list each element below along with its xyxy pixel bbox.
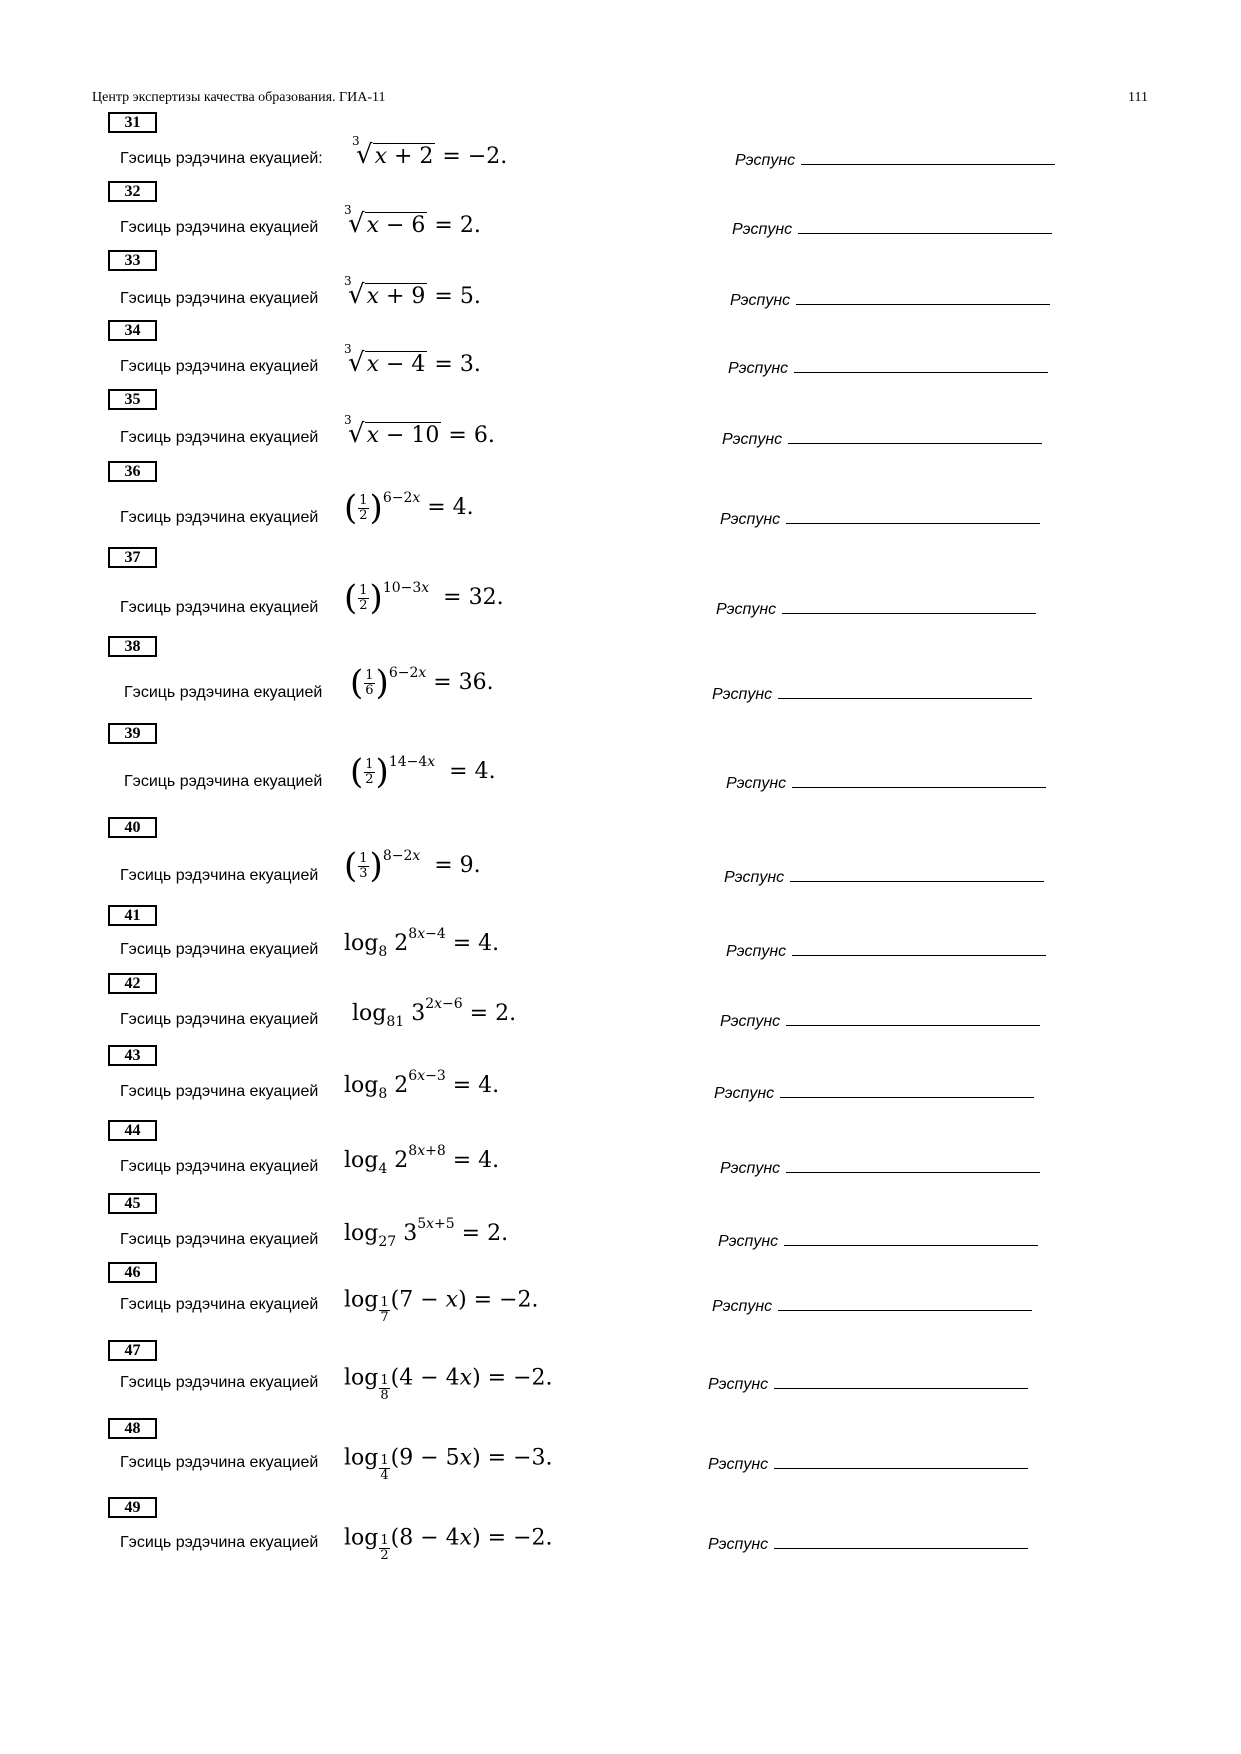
answer-label: Рэспунс xyxy=(718,1233,779,1250)
equation: log $\frac{1}{2}$ (8 − 4x) = −2. xyxy=(344,1525,553,1563)
task-number: 46 xyxy=(108,1262,157,1283)
equation: ( $\frac{1}{3}$ )$^{8-2x}$ = 9. xyxy=(344,846,481,886)
answer-field[interactable] xyxy=(718,1231,1038,1251)
equation: 3 √x + 9 = 5. xyxy=(344,274,481,310)
answer-field[interactable] xyxy=(720,509,1040,529)
answer-label: Рэспунс xyxy=(714,1085,775,1102)
task-prompt: Гэсиць рэдэчина екуацией xyxy=(120,1374,319,1391)
answer-line[interactable] xyxy=(792,941,1046,956)
answer-line[interactable] xyxy=(786,1158,1040,1173)
task-prompt: Гэсиць рэдэчина екуацией xyxy=(120,1011,319,1028)
equation: 3 √x − 6 = 2. xyxy=(344,203,481,239)
answer-label: Рэспунс xyxy=(712,686,773,703)
task-number: 45 xyxy=(108,1193,157,1214)
task-number: 49 xyxy=(108,1497,157,1518)
equation: log $\frac{1}{8}$ (4 − 4x) = −2. xyxy=(344,1365,553,1403)
header-title: Центр экспертизы качества образования. ГИА-11 xyxy=(92,90,386,105)
task-number: 34 xyxy=(108,320,157,341)
answer-label: Рэспунс xyxy=(716,601,777,618)
answer-field[interactable] xyxy=(714,1083,1034,1103)
answer-label: Рэспунс xyxy=(720,1013,781,1030)
answer-label: Рэспунс xyxy=(708,1456,769,1473)
answer-line[interactable] xyxy=(782,599,1036,614)
task-prompt: Гэсиць рэдэчина екуацией xyxy=(120,1454,319,1471)
answer-label: Рэспунс xyxy=(708,1536,769,1553)
answer-field[interactable] xyxy=(726,941,1046,961)
equation: $\log_8 2^{6x-3} = 4$. xyxy=(344,1068,500,1102)
task-number: 31 xyxy=(108,112,157,133)
answer-label: Рэспунс xyxy=(720,511,781,528)
equation: ( $\frac{1}{2}$ )$^{6-2x}$ = 4. xyxy=(344,488,474,528)
answer-label: Рэспунс xyxy=(726,943,787,960)
task-prompt: Гэсиць рэдэчина екуацией xyxy=(120,1296,319,1313)
answer-field[interactable] xyxy=(708,1454,1028,1474)
answer-label: Рэспунс xyxy=(730,292,791,309)
answer-label: Рэспунс xyxy=(735,152,796,169)
task-number: 47 xyxy=(108,1340,157,1361)
task-prompt: Гэсиць рэдэчина екуацией xyxy=(120,599,319,616)
answer-line[interactable] xyxy=(774,1374,1028,1389)
task-prompt: Гэсиць рэдэчина екуацией xyxy=(120,429,319,446)
answer-field[interactable] xyxy=(726,773,1046,793)
task-number: 35 xyxy=(108,389,157,410)
answer-field[interactable] xyxy=(720,1158,1040,1178)
equation: $\log_{81} 3^{2x-6} = 2$. xyxy=(352,996,517,1030)
answer-field[interactable] xyxy=(732,219,1052,239)
task-prompt: Гэсиць рэдэчина екуацией xyxy=(120,509,319,526)
answer-label: Рэспунс xyxy=(724,869,785,886)
answer-label: Рэспунс xyxy=(712,1298,773,1315)
task-prompt: Гэсиць рэдэчина екуацией xyxy=(120,1231,319,1248)
answer-line[interactable] xyxy=(774,1534,1028,1549)
answer-label: Рэспунс xyxy=(722,431,783,448)
task-number: 44 xyxy=(108,1120,157,1141)
task-prompt: Гэсиць рэдэчина екуацией xyxy=(120,1534,319,1551)
task-prompt: Гэсиць рэдэчина екуацией xyxy=(120,290,319,307)
answer-label: Рэспунс xyxy=(720,1160,781,1177)
page-header xyxy=(92,90,1148,110)
answer-field[interactable] xyxy=(708,1374,1028,1394)
equation: 3 √x + 2 = −2. xyxy=(352,134,508,170)
task-number: 37 xyxy=(108,547,157,568)
task-prompt: Гэсиць рэдэчина екуацией xyxy=(120,941,319,958)
equation: 3 √x − 10 = 6. xyxy=(344,413,495,449)
answer-field[interactable] xyxy=(728,358,1048,378)
task-number: 39 xyxy=(108,723,157,744)
answer-field[interactable] xyxy=(735,150,1055,170)
task-number: 36 xyxy=(108,461,157,482)
task-number: 43 xyxy=(108,1045,157,1066)
answer-line[interactable] xyxy=(794,358,1048,373)
answer-line[interactable] xyxy=(780,1083,1034,1098)
task-number: 32 xyxy=(108,181,157,202)
equation: ( $\frac{1}{2}$ )$^{10-3x}$ = 32. xyxy=(344,578,504,618)
answer-line[interactable] xyxy=(790,867,1044,882)
task-number: 42 xyxy=(108,973,157,994)
equation: log $\frac{1}{7}$ (7 − x) = −2. xyxy=(344,1287,539,1325)
equation: ( $\frac{1}{2}$ )$^{14-4x}$ = 4. xyxy=(350,752,496,792)
answer-field[interactable] xyxy=(722,429,1042,449)
task-number: 33 xyxy=(108,250,157,271)
answer-field[interactable] xyxy=(724,867,1044,887)
equation: $\log_{27} 3^{5x+5} = 2$. xyxy=(344,1216,509,1250)
answer-field[interactable] xyxy=(720,1011,1040,1031)
answer-line[interactable] xyxy=(798,219,1052,234)
task-prompt: Гэсиць рэдэчина екуацией: xyxy=(120,150,323,167)
answer-line[interactable] xyxy=(778,1296,1032,1311)
task-number: 38 xyxy=(108,636,157,657)
task-prompt: Гэсиць рэдэчина екуацией xyxy=(120,358,319,375)
answer-line[interactable] xyxy=(778,684,1032,699)
answer-field[interactable] xyxy=(712,684,1032,704)
task-number: 41 xyxy=(108,905,157,926)
answer-field[interactable] xyxy=(716,599,1036,619)
equation: $\log_8 2^{8x-4} = 4$. xyxy=(344,926,500,960)
answer-line[interactable] xyxy=(788,429,1042,444)
task-number: 48 xyxy=(108,1418,157,1439)
answer-line[interactable] xyxy=(774,1454,1028,1469)
task-number: 40 xyxy=(108,817,157,838)
page-number: 111 xyxy=(1128,90,1148,105)
equation: log $\frac{1}{4}$ (9 − 5x) = −3. xyxy=(344,1445,553,1483)
answer-field[interactable] xyxy=(712,1296,1032,1316)
task-prompt: Гэсиць рэдэчина екуацией xyxy=(120,219,319,236)
task-prompt: Гэсиць рэдэчина екуацией xyxy=(120,1083,319,1100)
task-prompt: Гэсиць рэдэчина екуацией xyxy=(120,867,319,884)
answer-line[interactable] xyxy=(786,1011,1040,1026)
answer-line[interactable] xyxy=(801,150,1055,165)
answer-label: Рэспунс xyxy=(728,360,789,377)
answer-line[interactable] xyxy=(786,509,1040,524)
answer-label: Рэспунс xyxy=(726,775,787,792)
task-prompt: Гэсиць рэдэчина екуацией xyxy=(124,773,323,790)
answer-line[interactable] xyxy=(792,773,1046,788)
equation: ( $\frac{1}{6}$ )$^{6-2x}$ = 36. xyxy=(350,663,494,703)
equation: 3 √x − 4 = 3. xyxy=(344,342,481,378)
answer-label: Рэспунс xyxy=(708,1376,769,1393)
answer-field[interactable] xyxy=(730,290,1050,310)
answer-label: Рэспунс xyxy=(732,221,793,238)
answer-line[interactable] xyxy=(796,290,1050,305)
answer-line[interactable] xyxy=(784,1231,1038,1246)
equation: $\log_4 2^{8x+8} = 4$. xyxy=(344,1143,500,1177)
task-prompt: Гэсиць рэдэчина екуацией xyxy=(120,1158,319,1175)
task-prompt: Гэсиць рэдэчина екуацией xyxy=(124,684,323,701)
answer-field[interactable] xyxy=(708,1534,1028,1554)
